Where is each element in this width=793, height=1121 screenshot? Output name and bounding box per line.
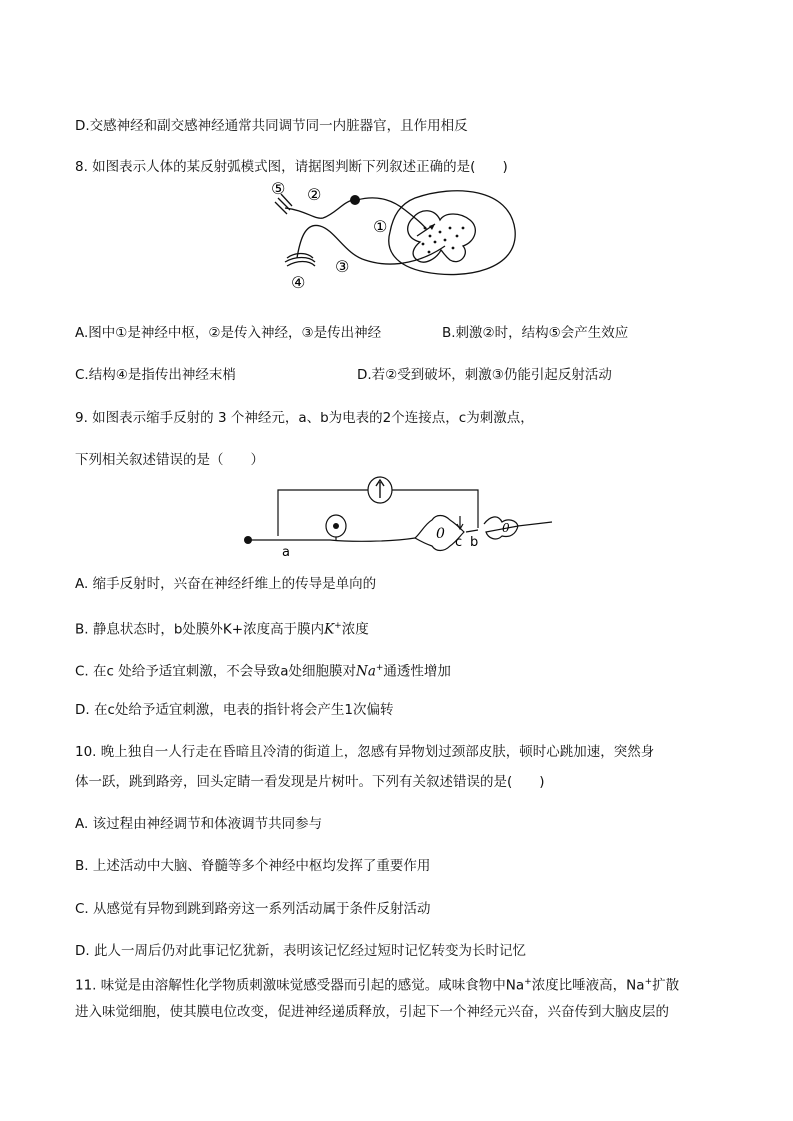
q8-option-a: A.图中①是神经中枢，②是传入神经，③是传出神经 <box>75 325 382 341</box>
q10-option-c: C. 从感觉有异物到跳到路旁这一系列活动属于条件反射活动 <box>75 901 431 917</box>
fig2-label-a: a <box>282 545 290 560</box>
q10-option-b: B. 上述活动中大脑、脊髓等多个神经中枢均发挥了重要作用 <box>75 858 431 874</box>
q9-option-b-text: B. 静息状态时，b处膜外K+浓度高于膜内 <box>75 621 325 638</box>
q7-option-d: D.交感神经和副交感神经通常共同调节同一内脏器官，且作用相反 <box>75 118 468 134</box>
q11-line1-tail: 扩散 <box>652 977 680 994</box>
q11-line1-sup1: + <box>524 977 532 987</box>
q9-option-c-sup: + <box>375 663 384 673</box>
q9-option-a: A. 缩手反射时，兴奋在神经纤维上的传导是单向的 <box>75 576 377 592</box>
q11-line1-sup2: + <box>644 977 653 987</box>
q11-line1-text: 11. 味觉是由溶解性化学物质刺激味觉感受器而引起的感觉。咸味食物中Na <box>75 977 525 994</box>
q10-stem-line2: 体一跃，跳到路旁，回头定睛一看发现是片树叶。下列有关叙述错误的是( ) <box>75 774 545 790</box>
fig1-label-4: ④ <box>291 273 306 292</box>
q9-option-c-tail: 通透性增加 <box>383 663 451 680</box>
q9-stem-line1: 9. 如图表示缩手反射的 3 个神经元，a、b为电表的2个连接点，c为刺激点， <box>75 410 534 426</box>
fig1-label-2: ② <box>307 185 322 204</box>
svg-text:0: 0 <box>502 521 510 535</box>
q9-option-c-ion: Na <box>356 663 376 680</box>
neuron-meter-diagram <box>240 476 555 560</box>
q8-option-d: D.若②受到破坏，刺激③仍能引起反射活动 <box>357 367 612 383</box>
q11-stem-line1 <box>75 973 679 995</box>
q10-option-a: A. 该过程由神经调节和体液调节共同参与 <box>75 816 323 832</box>
q9-option-d: D. 在c处给予适宜刺激，电表的指针将会产生1次偏转 <box>75 702 394 718</box>
reflex-arc-diagram <box>265 180 520 292</box>
q8-option-b: B.刺激②时，结构⑤会产生效应 <box>442 325 629 341</box>
q9-stem-line2: 下列相关叙述错误的是（ ） <box>75 452 264 468</box>
fig2-label-c: c <box>455 535 463 550</box>
q9-option-b-ion: K <box>324 621 335 638</box>
q9-option-c <box>75 659 451 681</box>
q9-option-c-text: C. 在c 处给予适宜刺激，不会导致a处细胞膜对 <box>75 663 356 680</box>
q11-line1-mid: 浓度比唾液高，Na <box>531 977 645 994</box>
q8-stem: 8. 如图表示人体的某反射弧模式图，请据图判断下列叙述正确的是( ) <box>75 159 508 175</box>
q9-option-b <box>75 617 369 639</box>
svg-text:0: 0 <box>436 526 445 542</box>
q11-stem-line2: 进入味觉细胞，使其膜电位改变，促进神经递质释放，引起下一个神经元兴奋，兴奋传到大脑皮层的 <box>75 1004 669 1020</box>
fig1-label-1: ① <box>373 217 388 236</box>
fig1-label-3: ③ <box>335 257 350 276</box>
q9-option-b-sup: + <box>334 621 342 631</box>
fig1-label-5: ⑤ <box>271 180 286 198</box>
q10-option-d: D. 此人一周后仍对此事记忆犹新，表明该记忆经过短时记忆转变为长时记忆 <box>75 943 526 959</box>
fig2-label-b: b <box>470 535 479 550</box>
q8-option-c: C.结构④是指传出神经末梢 <box>75 367 236 383</box>
q9-option-b-tail: 浓度 <box>341 621 369 638</box>
q10-stem-line1: 10. 晚上独自一人行走在昏暗且冷清的街道上，忽感有异物划过颈部皮肤，顿时心跳加速，突然身 <box>75 744 655 760</box>
